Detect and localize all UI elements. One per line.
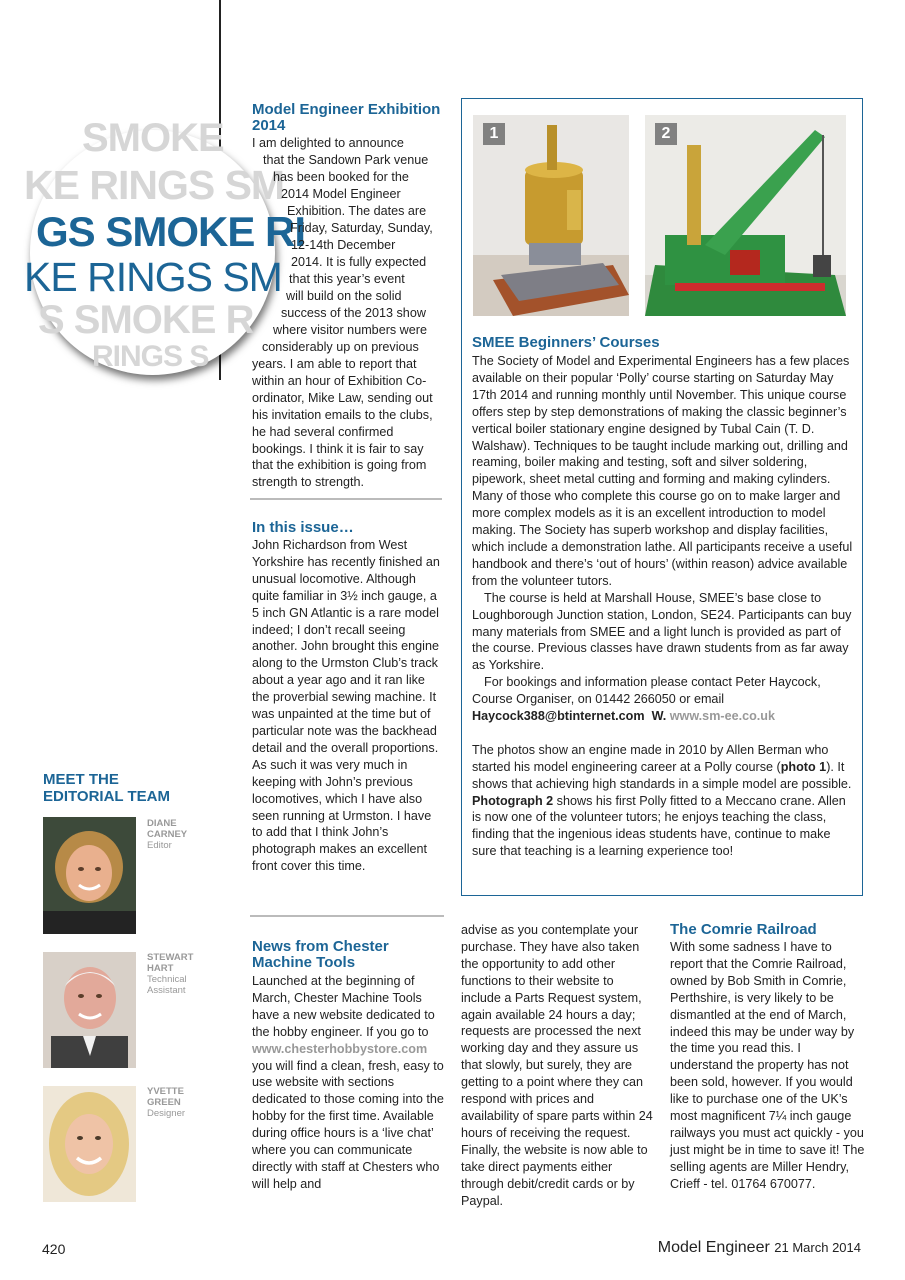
meccano-crane-image xyxy=(645,115,846,316)
first-name: STEWART xyxy=(147,952,194,963)
beginners-p3: For bookings and information please contact Peter Haycock, Course Organiser, on 01442 266050 or email xyxy=(472,675,821,707)
team-member-yvette xyxy=(147,1086,185,1119)
team-heading: MEET THE EDITORIAL TEAM xyxy=(43,771,170,805)
text-line: will build on the solid xyxy=(286,289,402,303)
caption-text: ). It shows that achieving high standards in a simple model are possible. xyxy=(472,759,852,791)
text-line: 2014. It is fully expected xyxy=(291,255,427,269)
chester-heading: News from Chester Machine Tools xyxy=(252,938,389,971)
photo-caption xyxy=(472,742,855,860)
text-line: considerably up on previous xyxy=(262,340,419,354)
text-line: Friday, Saturday, Sunday, xyxy=(290,221,433,235)
smoke-rings-logo xyxy=(24,116,306,375)
beginners-p1: The Society of Model and Experimental Engineers has a few places available on their popular ‘Polly’ course starting on Saturday May 17th 2014 and running monthly until November. This unique course offers step by step demonstrations of making the classic beginner’s vertical boiler stationary engine designed by Tubal Cain (T. D. Walshaw). Techniques to be taught include marking out, drilling and reaming, boiler making and testing, soft and silver soldering, pipework, sheet metal cutting and forming and making cylinders. Many of those who complete this course go on to make larger and more complex models as it is an excellent introduction to model making. The Society has superb workshop and display facilities, which include a demonstration lathe. All participants receive a useful handbook and there’s ‘out of hours’ (within reason) advice available from the volunteer tutors. xyxy=(472,354,853,588)
chester-body xyxy=(252,973,445,1193)
beginners-body xyxy=(472,353,855,860)
beginners-p2: The course is held at Marshall House, SMEE’s base close to Loughborough Junction station, London, SE24. Participants can buy many materials from SMEE and a light lunch is provided as part of the course. Previous classes have drawn students from as far away as Yorkshire. xyxy=(472,590,852,673)
text-line: I am delighted to announce xyxy=(252,136,404,150)
chester-link[interactable]: www.chesterhobbystore.com xyxy=(252,1041,428,1056)
text-line: Exhibition. The dates are xyxy=(287,204,427,218)
exhibition-body-rest: years. I am able to report that within an hour of Exhibition Co-ordinator, Mike Law, sending out his invitation emails to the clubs, he had several confirmed bookings. I think it is fair to say that the exhibition is going from strength to strength. xyxy=(252,357,433,490)
last-name: HART xyxy=(147,963,174,974)
text-line: that the Sandown Park venue xyxy=(263,153,429,167)
page-number: 420 xyxy=(42,1241,66,1257)
text-line: 2014 Model Engineer xyxy=(281,187,401,201)
text-line: that this year’s event xyxy=(289,272,405,286)
divider xyxy=(250,915,444,917)
comrie-heading: The Comrie Railroad xyxy=(670,921,817,938)
text-line: where visitor numbers were xyxy=(273,323,427,337)
first-name: YVETTE xyxy=(147,1086,184,1097)
team-photo-yvette xyxy=(43,1086,136,1202)
vertical-boiler-engine-image xyxy=(473,115,629,316)
issue-body: John Richardson from West Yorkshire has recently finished an unusual locomotive. Although quite familiar in 3½ inch gauge, a 5 inch GN Atlantic is a rare model indeed; I don’t recall seeing another. John brought this engine along to the Urmston Club’s track about a year ago and it ran like the proverbial sewing machine. It was unpainted at the time but of particular note was the backhead detail and the overall proportions. As such it was very much in keeping with John’s previous locomotives, which I have also seen running at Urmston. I have to add that I think John’s photograph makes an excellent front cover this time. xyxy=(252,538,440,874)
text-line: has been booked for the xyxy=(273,170,409,184)
chester-text: you will find a clean, fresh, easy to use website with sections dedicated to those coming into the hobby for the first time. Available during office hours is a ‘live chat’ where you can communicate directly with staff at Chesters who will help and xyxy=(252,1058,444,1191)
role: Technical Assistant xyxy=(147,974,187,996)
team-photo-diane xyxy=(43,817,136,934)
role: Designer xyxy=(147,1108,186,1119)
caption-text: The photos show an engine made in 2010 by Allen Berman who started his model engineering career at a Polly course ( xyxy=(472,742,829,774)
beginners-heading: SMEE Beginners’ Courses xyxy=(472,334,660,351)
first-name: DIANE xyxy=(147,818,177,829)
caption-ref: Photograph 2 xyxy=(472,793,554,808)
comrie-body: With some sadness I have to report that the Comrie Railroad, owned by Bob Smith in Comrie, Perthshire, is very likely to be dismantled at the end of March, indeed this may be under way by the time you read this. I understand the property has not been sold, however. If you would like to purchase one of the UK’s most magnificent 7¼ inch gauge railways you must act quickly - you just might be in time to save it! The selling agents are Miller Hendry, Crieff - tel. 01764 670077. xyxy=(670,940,865,1191)
email-link[interactable]: Haycock388@btinternet.com xyxy=(472,709,645,724)
divider xyxy=(250,498,442,500)
text-line: 12-14th December xyxy=(291,238,396,252)
chester-text: Launched at the beginning of March, Chester Machine Tools have a new website dedicated to the hobby engineer. If you go to xyxy=(252,974,435,1039)
team-member-stewart xyxy=(147,952,202,996)
footer-magazine xyxy=(658,1239,861,1257)
photo-badge: 2 xyxy=(655,123,677,145)
logo-line: S SMOKE R xyxy=(38,298,254,342)
caption-text: shows his first Polly fitted to a Meccano crane. Allen is now one of the volunteer tutors; he enjoys teaching the class, finding that the ingenious ideas students have, continue to make sure that teaching is a learning experience too! xyxy=(472,793,846,859)
logo-line: RINGS S xyxy=(92,340,209,373)
portrait-image xyxy=(43,1086,136,1202)
exhibition-heading: Model Engineer Exhibition 2014 xyxy=(252,101,441,134)
last-name: GREEN xyxy=(147,1097,181,1108)
portrait-image xyxy=(43,952,136,1068)
logo-line-smoke: GS SMOKE RI xyxy=(36,208,306,255)
logo-line: KE RINGS SM xyxy=(24,162,285,208)
text-line: success of the 2013 show xyxy=(281,306,426,320)
last-name: CARNEY xyxy=(147,829,188,840)
photo-badge: 1 xyxy=(483,123,505,145)
photo-2 xyxy=(645,115,846,316)
issue-date: 21 March 2014 xyxy=(774,1240,861,1255)
role: Editor xyxy=(147,840,172,851)
issue-heading: In this issue… xyxy=(252,519,354,536)
magazine-name: Model Engineer xyxy=(657,1239,770,1256)
chester-body-continued: advise as you contemplate your purchase. They have also taken the opportunity to add other functions to their website to include a Parts Request system, again available 24 hours a day; requests are processed the next working day and they assure us that slowly, but surely, they are getting to a point where they can respond with prices and availability of spare parts within 24 hours of receiving the request. Finally, the website is now able to take direct payments either through debit/credit cards or by Paypal. xyxy=(461,923,653,1208)
web-link[interactable]: www.sm-ee.co.uk xyxy=(669,709,775,724)
web-label: W. xyxy=(651,709,667,724)
photo-1 xyxy=(473,115,629,316)
contact-line xyxy=(472,708,855,725)
logo-line-rings: KE RINGS SM xyxy=(24,254,282,300)
portrait-image xyxy=(43,817,136,934)
team-photo-stewart xyxy=(43,952,136,1068)
caption-ref: photo 1 xyxy=(780,759,827,774)
team-member-diane xyxy=(147,818,187,851)
logo-line: SMOKE xyxy=(82,116,224,160)
